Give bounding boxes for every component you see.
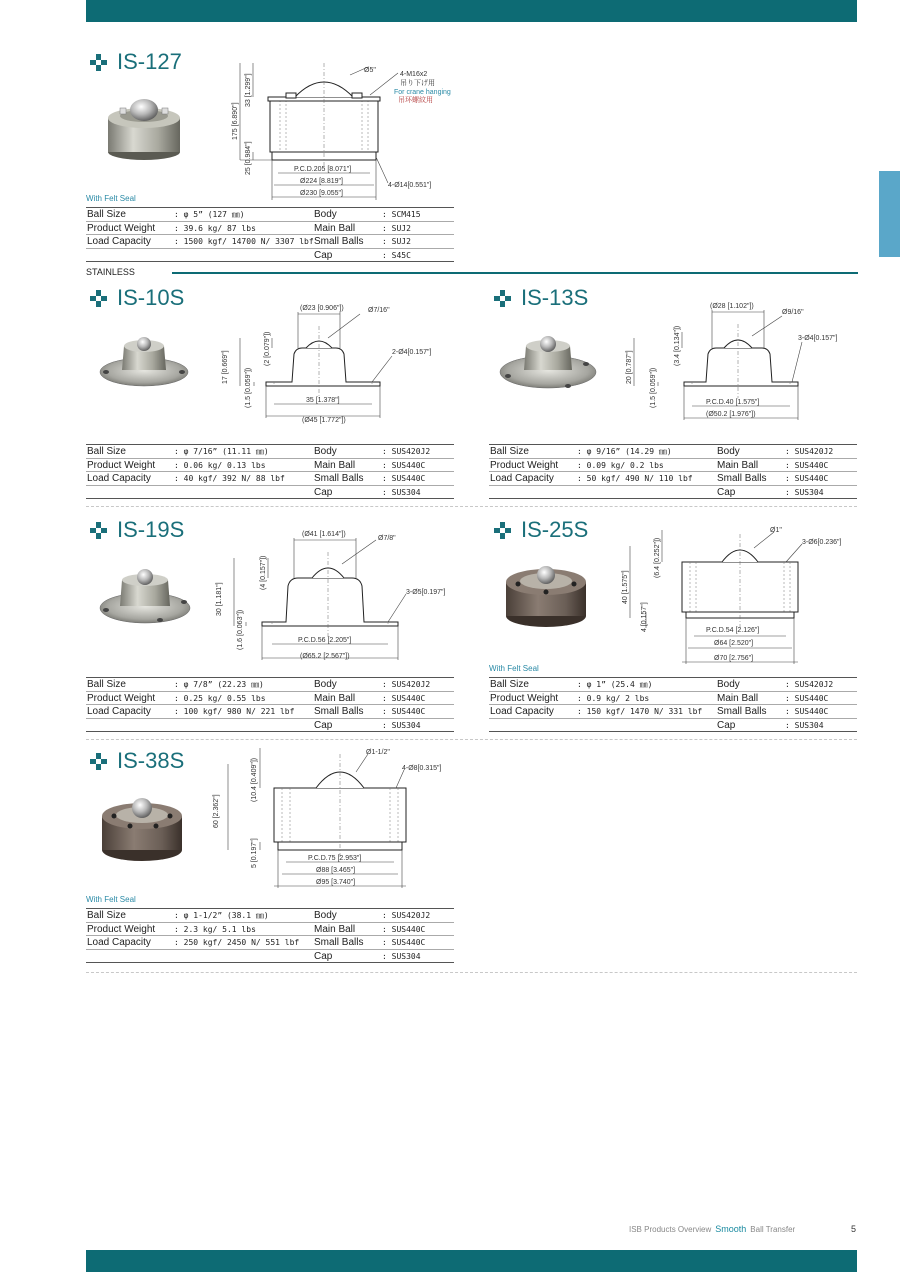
dim-d1: Ø88 [3.465"] [316,867,356,874]
product-title-text: IS-38S [117,748,185,773]
spec-value: : SUS420J2 [785,680,834,689]
spec-key: Cap [314,719,333,731]
spec-value: : φ 9/16” (14.29 ㎜) [577,447,672,456]
spec-value: : SUS440C [382,938,426,948]
spec-row [86,692,454,706]
spec-value: : SUS440C [785,693,829,703]
spec-value: : 150 kgf/ 1470 N/ 331 lbf [577,707,703,717]
spec-key: Load Capacity [87,706,151,718]
spec-key: Load Capacity [87,937,151,949]
spec-value: : SUS420J2 [382,680,431,689]
dim-pcd: P.C.D.205 [8.071"] [294,166,352,173]
dim-thread-en: For crane hanging [394,89,451,96]
dim-ball: Ø1-1/2" [366,749,390,756]
spec-key: Ball Size [87,209,126,220]
dim-ball: Ø7/16" [368,307,390,314]
spec-key: Main Ball [314,459,356,471]
spec-key: Body [314,679,337,690]
dim-h-total: 40 [1.575"] [622,570,629,604]
spec-row [86,459,454,473]
spec-value: : 0.25 kg/ 0.55 lbs [174,693,266,703]
felt-seal-note: With Felt Seal [86,194,136,203]
spec-value: : SUS304 [785,487,824,497]
spec-key: Cap [717,486,736,498]
spec-row [86,445,454,459]
dim-h-total: 175 [6.890"] [232,102,239,140]
spec-value: : φ 1-1/2” (38.1 ㎜) [174,911,269,920]
dimension-drawing [626,303,838,420]
dim-h-top: (4 [0.157"]) [260,555,267,590]
spec-key: Body [717,446,740,457]
spec-value: : 39.6 kg/ 87 lbs [174,223,256,233]
dimension-drawing [216,531,446,660]
spec-row [489,486,857,500]
spec-value: : SUS420J2 [382,911,431,920]
spec-table-is10s [86,444,454,499]
cross-icon [494,290,511,307]
spec-row [489,692,857,706]
spec-key: Ball Size [87,679,126,690]
drawing-is38s [206,742,456,892]
spec-key: Body [314,209,337,220]
spec-row [86,705,454,719]
spec-value: : 50 kgf/ 490 N/ 110 lbf [577,474,693,484]
spec-value: : 0.06 kg/ 0.13 lbs [174,460,266,470]
product-photo-is13s [498,334,598,392]
spec-value: : SUJ2 [382,223,411,233]
spec-value: : SUS440C [785,474,829,484]
spec-key: Product Weight [490,459,559,471]
divider [86,739,857,740]
spec-row [86,936,454,950]
felt-seal-note: With Felt Seal [86,895,136,904]
spec-key: Main Ball [314,692,356,704]
spec-value: : 40 kgf/ 392 N/ 88 lbf [174,474,285,484]
spec-value: : φ 1” (25.4 ㎜) [577,680,653,689]
spec-key: Product Weight [87,923,156,935]
dim-h-flange: (1.6 [0.063"]) [237,609,244,650]
dim-h-top: (6.4 [0.252"]) [654,537,661,578]
spec-row [489,472,857,486]
dim-h-top: (10.4 [0.409"]) [251,757,258,802]
dim-h-flange: (1.5 [0.059"]) [245,367,252,408]
dimension-drawing [232,63,451,200]
spec-key: Cap [314,950,333,962]
spec-row [86,909,454,923]
product-title-is19s [90,517,184,543]
spec-row [86,678,454,692]
footer-highlight: Smooth [715,1224,747,1234]
spec-key: Small Balls [314,236,364,248]
dim-thread-jp: 吊り下げ用 [400,80,435,87]
dim-top: (Ø23 [0.906"]) [300,305,344,312]
spec-key: Body [717,679,740,690]
spec-row [86,923,454,937]
spec-value: : SUS304 [382,720,421,730]
spec-row [86,472,454,486]
spec-row [489,719,857,733]
dim-ball: Ø1" [770,527,782,534]
spec-row [489,678,857,692]
spec-value: : SUS440C [382,693,426,703]
spec-value: : SUS420J2 [382,447,431,456]
dim-w2: (Ø65.2 [2.567"]) [300,653,350,660]
spec-value: : SUS440C [785,707,829,717]
dim-pcd: P.C.D.54 [2.126"] [706,627,760,634]
cross-icon [90,54,107,71]
dim-w2: (Ø45 [1.772"]) [302,417,346,424]
dim-h-bottom: 5 [0.197"] [251,838,258,868]
cross-icon [90,522,107,539]
spec-value: : SUS304 [382,487,421,497]
dim-holes: 3-Ø5[0.197"] [406,589,446,596]
bottom-band [86,1250,857,1272]
product-title-is10s [90,285,184,311]
spec-value: : 0.09 kg/ 0.2 lbs [577,460,664,470]
dim-top: (Ø28 [1.102"]) [710,303,754,310]
spec-row [86,719,454,733]
divider [86,506,857,507]
product-title-is38s [90,748,184,774]
spec-key: Cap [314,249,333,261]
spec-value: : SUS440C [382,460,426,470]
spec-key: Small Balls [314,706,364,718]
drawing-is10s [210,298,450,428]
spec-value: : 250 kgf/ 2450 N/ 551 lbf [174,938,300,948]
dim-h-total: 60 [2.362"] [213,794,220,828]
dim-d2: Ø70 [2.756"] [714,655,754,662]
dimension-drawing [222,305,432,424]
dim-w1: 35 [1.378"] [306,397,340,404]
side-tab [879,171,900,257]
dim-h-flange: (1.5 [0.059"]) [650,367,657,408]
dim-h-total: 30 [1.181"] [216,582,223,616]
spec-row [86,235,454,249]
dim-w1: P.C.D.56 [2.205"] [298,637,352,644]
spec-key: Load Capacity [490,706,554,718]
felt-seal-note: With Felt Seal [489,664,539,673]
product-title-text: IS-127 [117,49,182,74]
dim-pcd: P.C.D.75 [2.953"] [308,855,362,862]
dimension-drawing [622,527,842,664]
spec-value: : φ 5” (127 ㎜) [174,210,245,219]
spec-value: : 100 kgf/ 980 N/ 221 lbf [174,707,295,717]
spec-value: : 1500 kgf/ 14700 N/ 3307 lbf [174,237,314,247]
spec-key: Product Weight [87,692,156,704]
dim-d2: Ø230 [9.055"] [300,190,343,197]
product-title-is13s [494,285,588,311]
dimension-drawing [213,748,442,888]
spec-key: Load Capacity [87,473,151,485]
spec-key: Small Balls [717,706,767,718]
spec-table-is127 [86,207,454,262]
dim-w1: P.C.D.40 [1.575"] [706,399,760,406]
spec-row [86,249,454,263]
product-photo-is38s [100,794,184,862]
dim-h-top: 33 [1.299"] [245,73,252,107]
footer-suffix: Ball Transfer [750,1225,796,1234]
section-rule [172,272,858,274]
spec-value: : S45C [382,250,411,260]
dim-h-bottom: 25 [0.984"] [245,141,252,175]
spec-key: Product Weight [490,692,559,704]
spec-value: : 0.9 kg/ 2 lbs [577,693,650,703]
dim-w2: (Ø50.2 [1.976"]) [706,411,756,418]
spec-key: Main Ball [717,459,759,471]
spec-table-is13s [489,444,857,499]
spec-key: Main Ball [717,692,759,704]
dim-d2: Ø95 [3.740"] [316,879,356,886]
spec-value: : SUS420J2 [785,447,834,456]
divider [86,972,857,973]
spec-value: : 2.3 kg/ 5.1 lbs [174,924,256,934]
spec-row [86,950,454,964]
spec-row [489,705,857,719]
dim-ball: Ø7/8" [378,535,396,542]
top-band [86,0,857,22]
product-title-text: IS-25S [521,517,589,542]
product-title-is127 [90,49,182,75]
spec-value: : SCM415 [382,210,421,219]
spec-value: : φ 7/16” (11.11 ㎜) [174,447,269,456]
dim-top: (Ø41 [1.614"]) [302,531,346,538]
spec-row [489,445,857,459]
dim-h-top: (2 [0.079"]) [264,331,271,366]
spec-row [86,222,454,236]
dim-ball: Ø5" [364,67,376,74]
product-title-text: IS-13S [521,285,589,310]
spec-key: Cap [314,486,333,498]
cross-icon [90,753,107,770]
spec-key: Main Ball [314,222,356,234]
dim-holes: 4-Ø14[0.551"] [388,182,432,189]
dim-h-bottom: 4 [0.157"] [641,602,648,632]
spec-table-is25s [489,677,857,732]
spec-key: Load Capacity [87,236,151,248]
product-photo-is127 [104,96,184,162]
spec-value: : SUJ2 [382,237,411,247]
dim-thread: 4-M16x2 [400,71,428,78]
dim-ball: Ø9/16" [782,309,804,316]
spec-key: Small Balls [314,937,364,949]
spec-key: Body [314,446,337,457]
spec-value: : SUS304 [785,720,824,730]
spec-key: Small Balls [717,473,767,485]
spec-key: Main Ball [314,923,356,935]
spec-key: Cap [717,719,736,731]
spec-row [86,208,454,222]
spec-key: Product Weight [87,459,156,471]
product-photo-is25s [503,560,589,630]
product-photo-is10s [98,334,190,390]
drawing-is127 [200,55,460,205]
dim-thread-cn: 吊环螺紋用 [398,97,433,104]
spec-value: : SUS440C [382,924,426,934]
dim-d1: Ø64 [2.520"] [714,640,754,647]
spec-value: : SUS440C [382,474,426,484]
footer-prefix: ISB Products Overview [629,1225,712,1234]
spec-key: Product Weight [87,222,156,234]
spec-key: Body [314,910,337,921]
dim-d1: Ø224 [8.819"] [300,178,343,185]
product-title-text: IS-19S [117,517,185,542]
spec-key: Small Balls [314,473,364,485]
cross-icon [90,290,107,307]
spec-table-is19s [86,677,454,732]
spec-table-is38s [86,908,454,963]
dim-h-top: (3.4 [0.134"]) [674,325,681,366]
page-number: 5 [851,1224,857,1234]
section-label: STAINLESS [86,267,135,277]
spec-key: Ball Size [490,446,529,457]
drawing-is13s [612,298,852,428]
spec-row [86,486,454,500]
spec-value: : SUS440C [785,460,829,470]
spec-value: : φ 7/8” (22.23 ㎜) [174,680,264,689]
dim-holes: 3-Ø6[0.236"] [802,539,842,546]
product-photo-is19s [98,566,192,626]
spec-value: : SUS304 [382,951,421,961]
drawing-is19s [206,528,456,668]
product-title-is25s [494,517,588,543]
dim-h-total: 20 [0.787"] [626,350,633,384]
footer [629,1224,795,1234]
dim-h-total: 17 [0.669"] [222,350,229,384]
spec-key: Ball Size [87,910,126,921]
drawing-is25s [606,524,856,669]
spec-key: Load Capacity [490,473,554,485]
spec-row [489,459,857,473]
product-title-text: IS-10S [117,285,185,310]
dim-holes: 2-Ø4[0.157"] [392,349,432,356]
spec-key: Ball Size [87,446,126,457]
spec-value: : SUS440C [382,707,426,717]
dim-holes: 3-Ø4[0.157"] [798,335,838,342]
spec-key: Ball Size [490,679,529,690]
dim-holes: 4-Ø8[0.315"] [402,765,442,772]
cross-icon [494,522,511,539]
